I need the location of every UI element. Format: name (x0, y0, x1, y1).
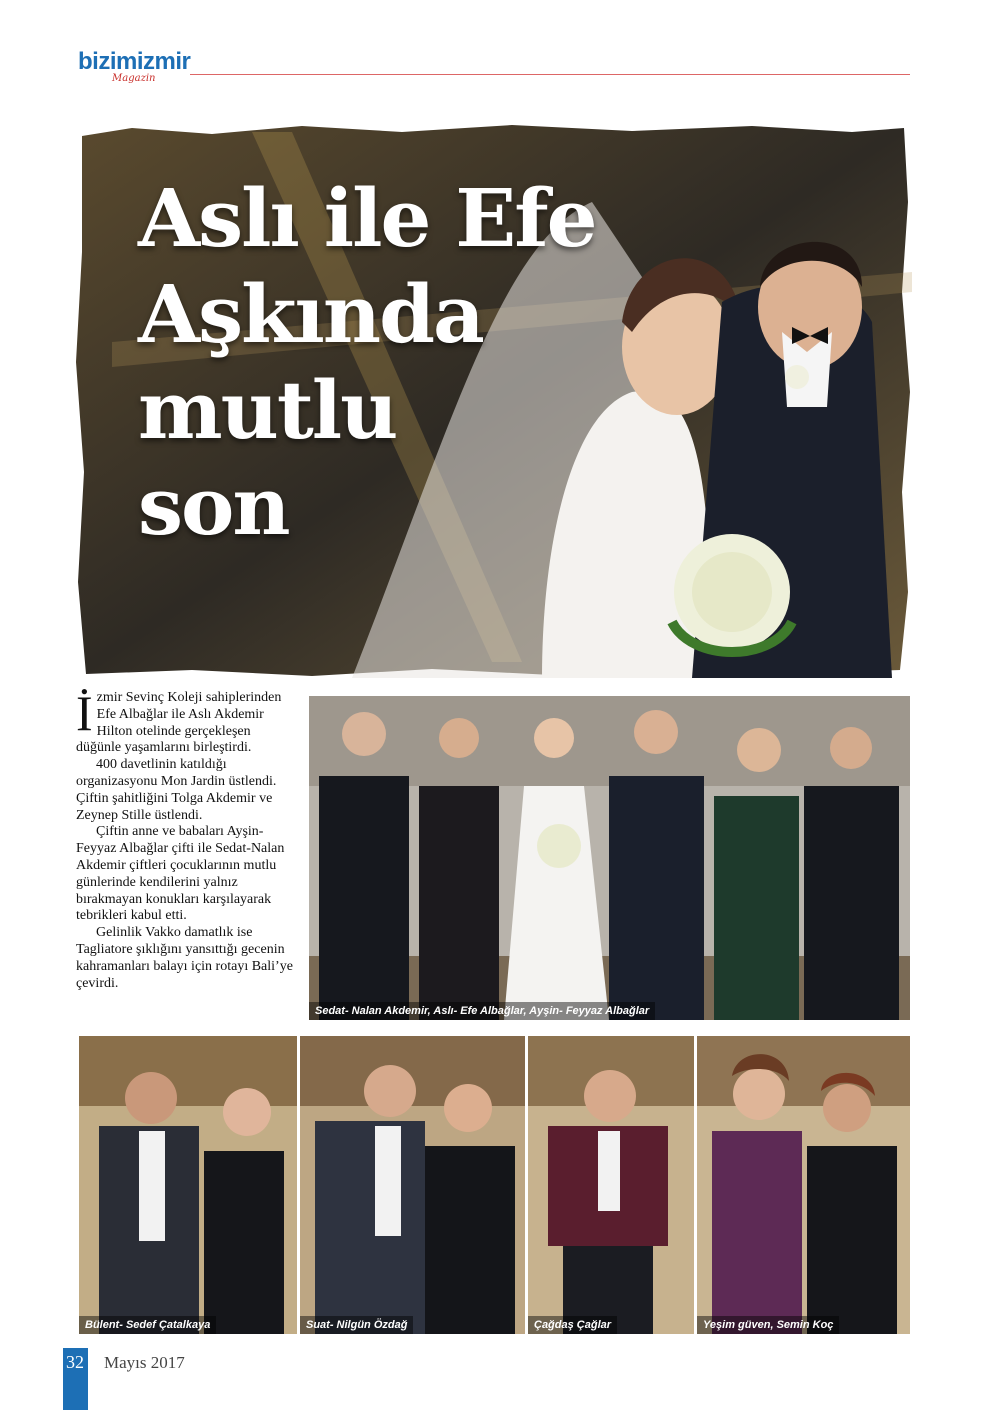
guest-photo-4-illustration (697, 1036, 910, 1334)
header-rule (190, 74, 910, 75)
guest-photo-1-illustration (79, 1036, 297, 1334)
article-paragraph-4: Gelinlik Vakko damatlık ise Tagliatore şıklığını yansıttığı gecenin kahramanları balayı için rotayı Bali’ye çevirdi. (76, 925, 293, 991)
article-body (76, 685, 296, 992)
guest-photo-4-caption: Yeşim güven, Semin Koç (697, 1316, 839, 1334)
hero-photo (72, 122, 912, 678)
guest-photo-2-illustration (300, 1036, 525, 1334)
headline-line-2: Aşkında (138, 267, 483, 361)
guest-photo-3-illustration (528, 1036, 694, 1334)
article-paragraph-2: 400 davetlinin katıldığı organizasyonu Mon Jardin üstlendi. Çiftin şahitliğini Tolga Akdemir ve Zeynep Stille üstlendi. (76, 757, 277, 823)
drop-cap: İ (76, 685, 93, 741)
issue-date: Mayıs 2017 (104, 1353, 185, 1372)
headline-line-1: Aslı ile Efe (138, 171, 596, 265)
article-paragraph-1: İzmir Sevinç Koleji sahiplerinden Efe Albağlar ile Aslı Akdemir Hilton otelinde gerçekleşen düğünle yaşamlarını birleştirdi. (76, 685, 282, 756)
guest-photo-2-caption: Suat- Nilgün Özdağ (300, 1316, 413, 1334)
family-group-photo (309, 696, 910, 1020)
magazine-logo (78, 48, 190, 76)
headline-line-4: son (138, 459, 289, 553)
logo-text: bizimizmir (78, 48, 191, 75)
logo-subtitle: Magazin (112, 73, 156, 84)
headline-line-3: mutlu (138, 363, 397, 457)
page-number: 32 (66, 1352, 84, 1372)
family-photo-illustration (309, 696, 910, 1020)
headline (138, 170, 596, 554)
article-paragraph-3: Çiftin anne ve babaları Ayşin-Feyyaz Albağlar çifti ile Sedat-Nalan Akdemir çiftleri çocuklarının mutlu günlerinde kendilerini yalnız bırakmayan konukları karşılayarak tebrikleri kabul etti. (76, 824, 285, 924)
guest-photo-3 (528, 1036, 694, 1334)
guest-photo-3-caption: Çağdaş Çağlar (528, 1316, 617, 1334)
guest-photo-1 (79, 1036, 297, 1334)
guest-photo-2 (300, 1036, 525, 1334)
guest-photo-1-caption: Bülent- Sedef Çatalkaya (79, 1316, 216, 1334)
guest-photo-4 (697, 1036, 910, 1334)
family-photo-caption: Sedat- Nalan Akdemir, Aslı- Efe Albağlar, Ayşin- Feyyaz Albağlar (309, 1002, 655, 1020)
